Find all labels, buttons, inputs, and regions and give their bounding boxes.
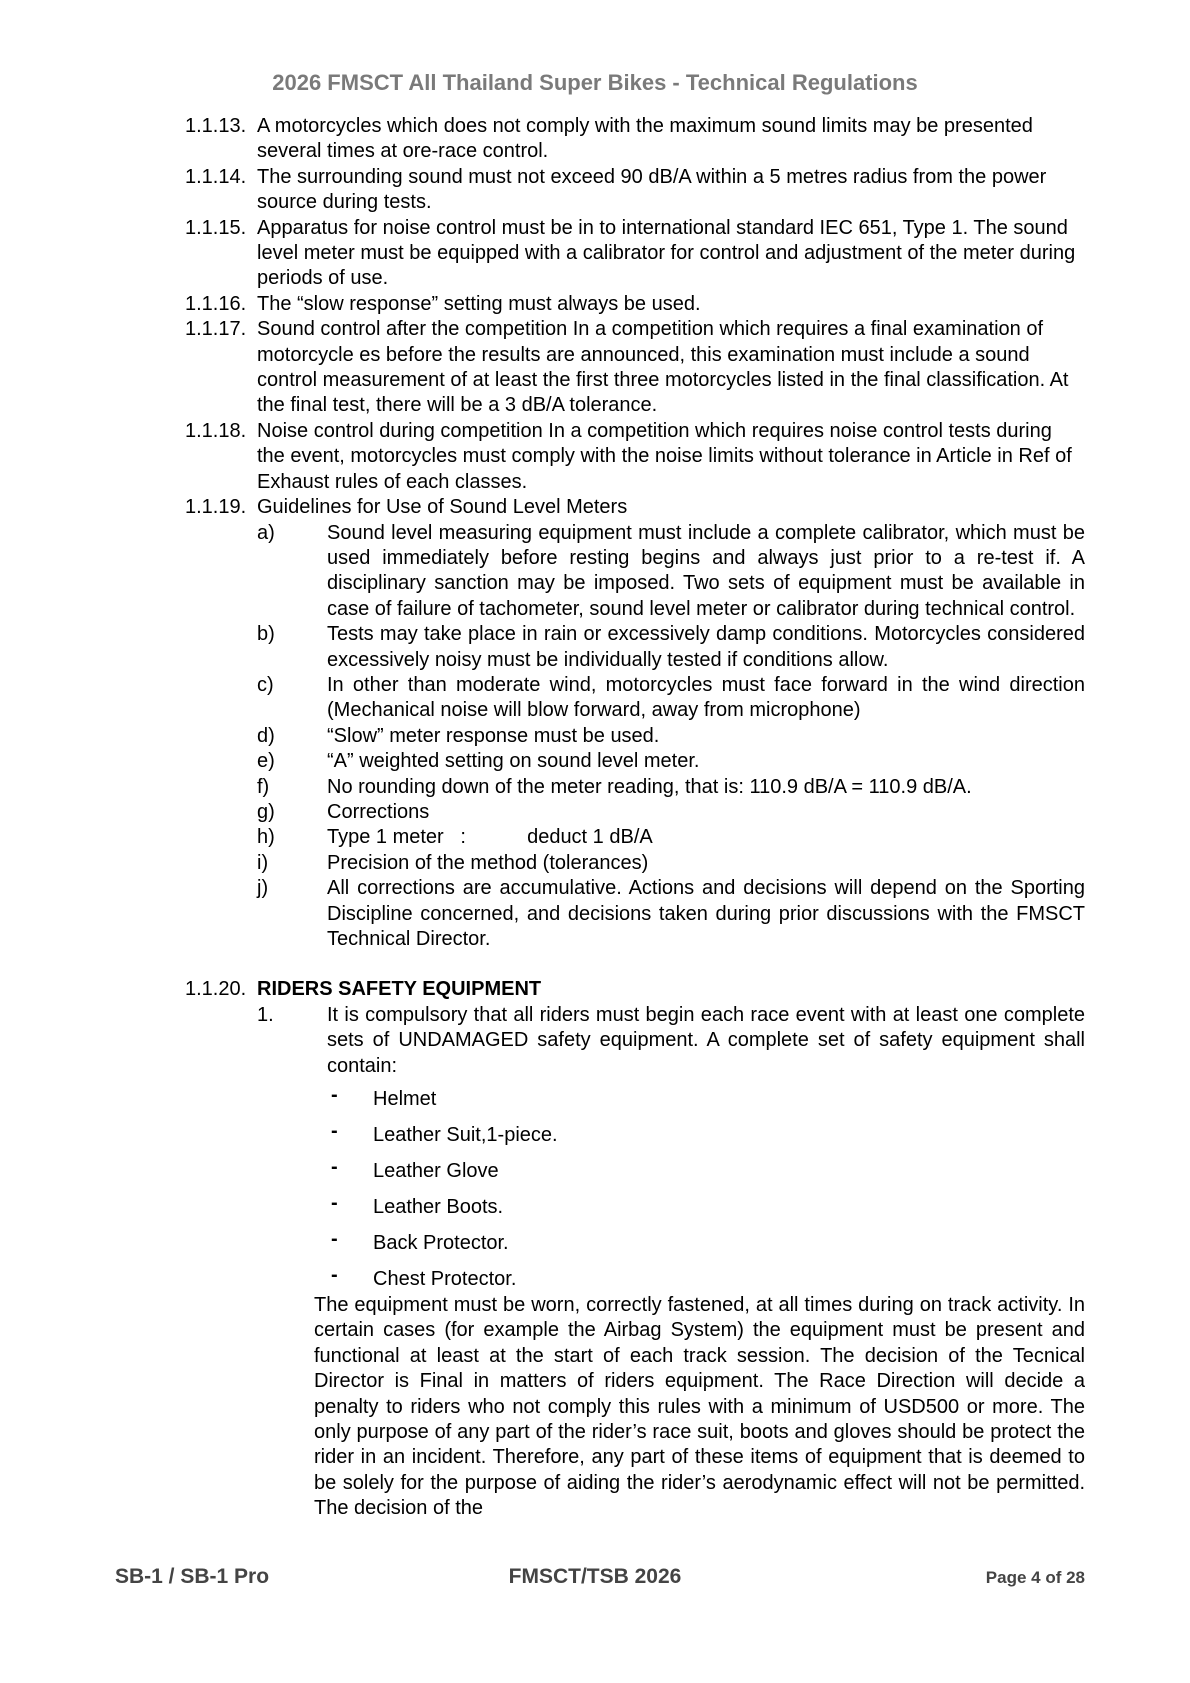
clause-number: 1.1.17. [185,318,247,341]
bullet-dash: - [331,1192,338,1215]
page-footer [0,1565,1190,1595]
safety-item-label: 1. [257,1003,274,1026]
list-item [327,1156,1085,1195]
clause-1-1-16 [185,292,1085,317]
list-item [327,1192,1085,1231]
guideline-text: Sound level measuring equipment must include a complete calibrator, which must be used immediately before resting begins and always just prior to a re-test if. A disciplinary sanction may be imposed. Two sets of equipment must be available in case of failure of tachometer, sound level meter or calibrator during technical control. [327,521,1085,620]
clause-text: Apparatus for noise control must be in to international standard IEC 651, Type 1. The sound level meter must be equipped with a calibrator for control and adjustment of the meter during periods of use. [257,216,1076,290]
clause-number: 1.1.14. [185,165,247,188]
section-heading: RIDERS SAFETY EQUIPMENT [257,978,542,1001]
safety-paragraph: The equipment must be worn, correctly fastened, at all times during on track activity. In certain cases (for example the Airbag System) the equipment must be present and functional at least at the start of each track session. The decision of the Tecnical Director is Final in matters of riders equipment. The Race Direction will decide a penalty to riders who not comply this rules with a minimum of USD500 or more. The only purpose of any part of the rider’s race suit, boots and gloves should be protect the rider in an incident. Therefore, any part of these items of equipment that is deemed to be solely for the purpose of aiding the rider’s aerodynamic effect will not be permitted. The decision of the [314,1294,1085,1520]
footer-class: SB-1 / SB-1 Pro [115,1565,270,1588]
clause-1-1-20 [185,977,1085,1002]
page-header: 2026 FMSCT All Thailand Super Bikes - Technical Regulations [272,70,918,95]
guideline-text: Tests may take place in rain or excessively damp conditions. Motorcycles considered excessively noisy must be individually tested if conditions allow. [327,623,1085,671]
guideline-text: In other than moderate wind, motorcycles must face forward in the wind direction (Mechanical noise will blow forward, away from microphone) [327,673,1085,722]
guideline-label: j) [257,877,269,900]
guideline-text: No rounding down of the meter reading, that is: 110.9 dB/A = 110.9 dB/A. [327,775,972,798]
equipment-name: Leather Boots. [373,1196,504,1219]
guideline-text: “Slow” meter response must be used. [327,724,660,747]
clause-number: 1.1.19. [185,496,247,519]
document-body [185,114,1085,1522]
guideline-item [257,851,1085,876]
guideline-label: h) [257,826,275,849]
guideline-item [257,825,1085,850]
clause-1-1-13 [185,114,1085,165]
clause-1-1-19 [185,495,1085,520]
guideline-item [257,876,1085,952]
clause-number: 1.1.20. [185,978,247,1001]
clause-1-1-14 [185,165,1085,216]
equipment-list [327,1084,1085,1293]
clause-1-1-17 [185,317,1085,419]
list-item [327,1084,1085,1123]
clause-number: 1.1.13. [185,115,247,137]
guideline-label: c) [257,673,274,696]
page-number: Page 4 of 28 [985,1568,1085,1587]
clause-text: A motorcycles which does not comply with the maximum sound limits may be presented several times at ore-race control. [257,115,1033,163]
clause-number: 1.1.15. [185,216,247,239]
guideline-text: Precision of the method (tolerances) [327,851,649,874]
safety-item-text: It is compulsory that all riders must begin each race event with at least one complete sets of UNDAMAGED safety equipment. A complete set of safety equipment shall contain: [327,1003,1085,1077]
guideline-label: d) [257,724,275,747]
clause-number: 1.1.16. [185,292,247,315]
safety-item [257,1003,1085,1079]
clause-1-1-15 [185,216,1085,292]
equipment-name: Helmet [373,1088,437,1111]
guideline-item [257,800,1085,825]
guideline-label: i) [257,851,269,874]
equipment-name: Chest Protector. [373,1268,517,1291]
guideline-label: b) [257,623,275,646]
equipment-name: Leather Suit,1-piece. [373,1124,558,1147]
list-item [327,1228,1085,1267]
guideline-item [257,673,1085,724]
clause-number: 1.1.18. [185,419,247,442]
guideline-label: e) [257,750,275,773]
clause-text: The surrounding sound must not exceed 90 dB/A within a 5 metres radius from the power source during tests. [257,165,1047,214]
bullet-dash: - [331,1120,338,1143]
bullet-dash: - [331,1156,338,1179]
equipment-name: Back Protector. [373,1232,509,1255]
guideline-text: Type 1 meter : deduct 1 dB/A [327,826,653,849]
clause-text: Guidelines for Use of Sound Level Meters [257,496,628,519]
clause-text: The “slow response” setting must always be used. [257,292,701,315]
guideline-item [257,724,1085,749]
guideline-label: a) [257,521,275,544]
footer-doc-id: FMSCT/TSB 2026 [508,1565,682,1588]
guideline-label: g) [257,800,275,823]
bullet-dash: - [331,1084,338,1107]
bullet-dash: - [331,1228,338,1251]
list-item [327,1120,1085,1159]
list-item [327,1264,1085,1293]
guideline-item [257,521,1085,623]
guideline-text: “A” weighted setting on sound level meter. [327,750,700,773]
clause-text: Noise control during competition In a competition which requires noise control tests during the event, motorcycles must comply with the noise limits without tolerance in Article in Ref of Exhaust rules of each classes. [257,419,1072,493]
equipment-name: Leather Glove [373,1160,499,1183]
clause-1-1-18 [185,419,1085,495]
guideline-item [257,749,1085,774]
clause-text: Sound control after the competition In a competition which requires a final examination of motorcycle es before the results are announced, this examination must include a sound control measurement of at least the first three motorcycles listed in the final classification. At the final test, there will be a 3 dB/A tolerance. [257,318,1069,417]
guideline-text: Corrections [327,800,430,823]
guideline-label: f) [257,775,270,798]
bullet-dash: - [331,1264,338,1287]
guideline-item [257,622,1085,673]
guideline-item [257,775,1085,800]
guideline-text: All corrections are accumulative. Actions and decisions will depend on the Sporting Discipline concerned, and decisions taken during prior discussions with the FMSCT Technical Director. [327,877,1085,950]
